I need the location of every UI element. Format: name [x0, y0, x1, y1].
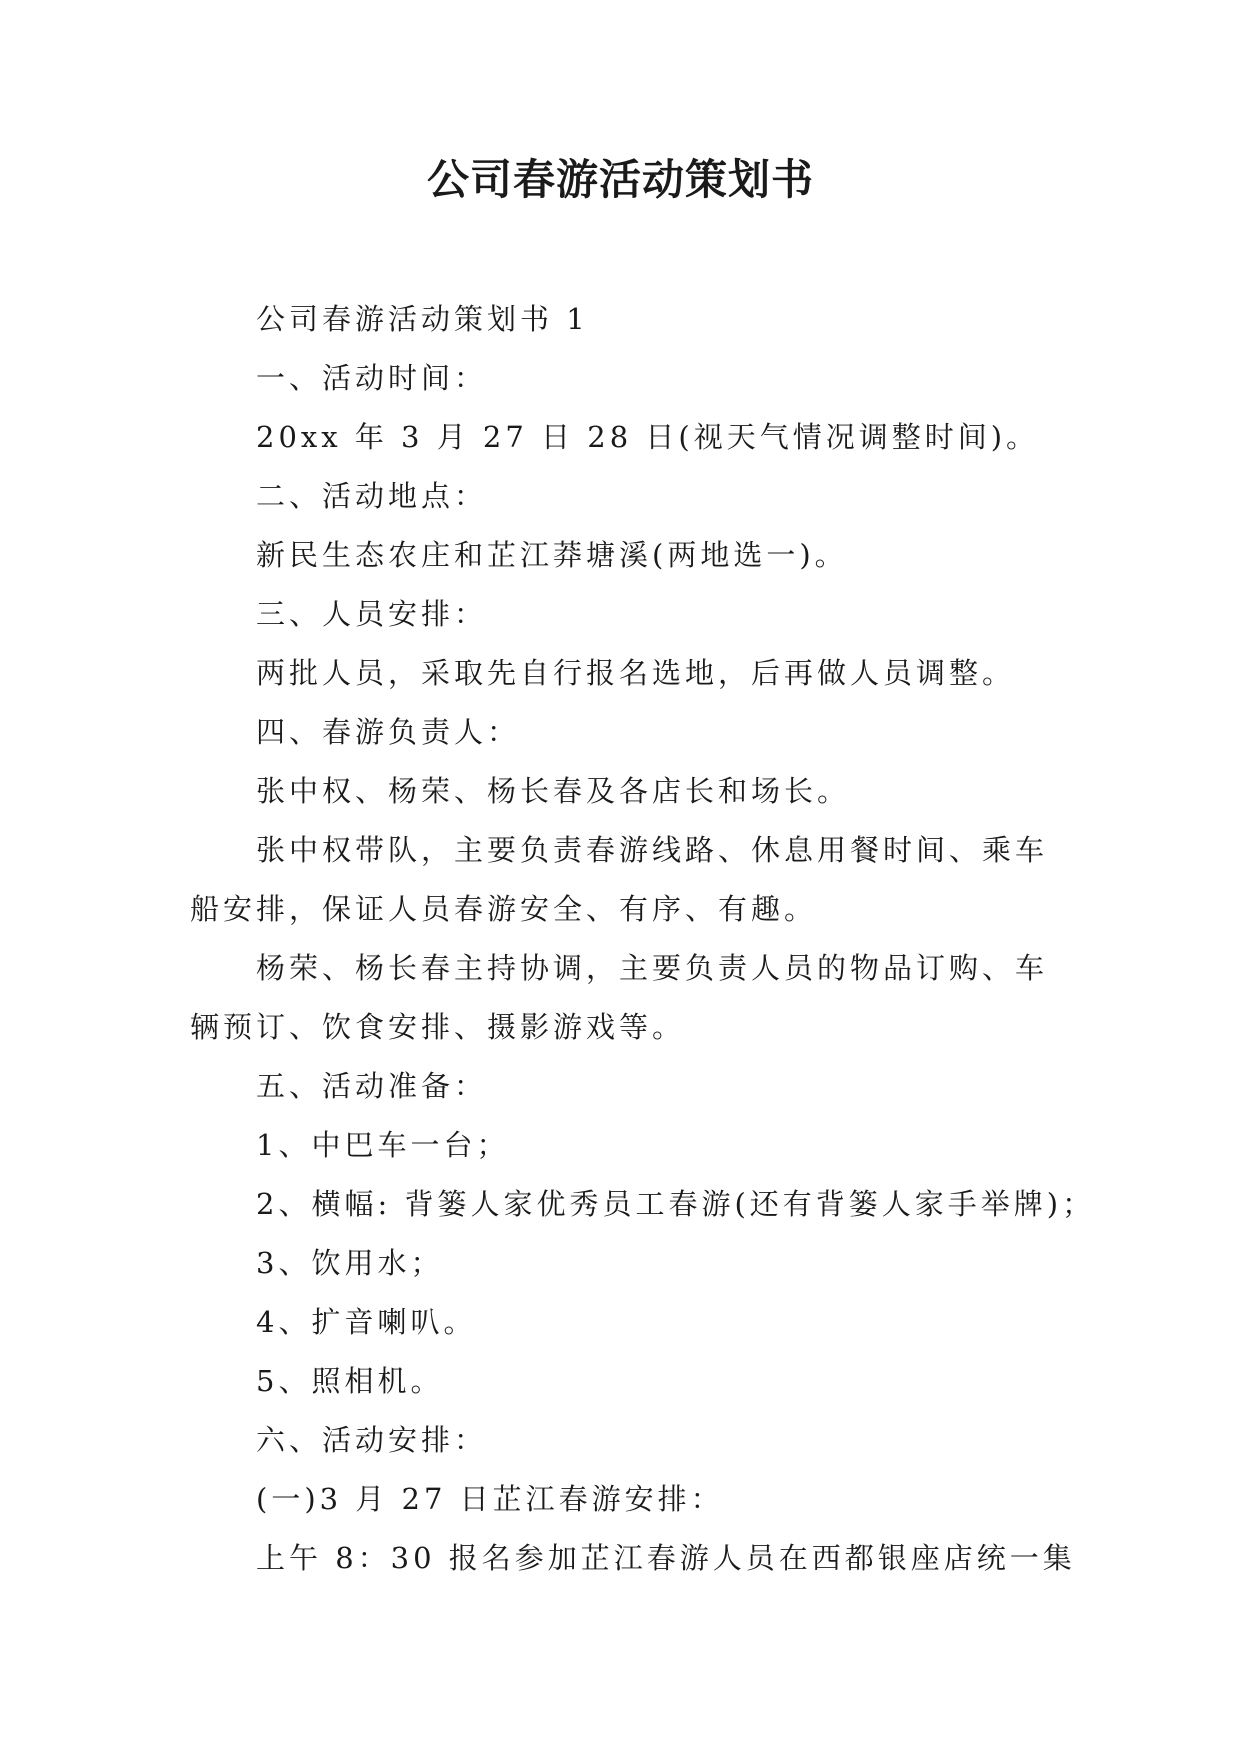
- document-body: [190, 290, 1096, 1588]
- paragraph-person-in-charge: 张中权、杨荣、杨长春及各店长和场长。: [256, 774, 851, 808]
- paragraph-staff-arrangement: 两批人员，采取先自行报名选地，后再做人员调整。: [256, 656, 1016, 690]
- heading-activity-location: 二、活动地点：: [256, 479, 488, 513]
- paragraph-coordinator-duties: 杨荣、杨长春主持协调，主要负责人员的物品订购、车辆预订、饮食安排、摄影游戏等。: [190, 951, 1049, 1044]
- heading-person-in-charge: 四、春游负责人：: [256, 715, 521, 749]
- heading-preparation: 五、活动准备：: [256, 1069, 488, 1103]
- subheading-schedule-day1: (一)3 月 27 日芷江春游安排：: [256, 1482, 724, 1516]
- list-item-water: 3、饮用水；: [256, 1246, 444, 1280]
- list-item-banner: 2、横幅: 背篓人家优秀员工春游(还有背篓人家手举牌)；: [256, 1187, 1096, 1221]
- heading-activity-time: 一、活动时间：: [256, 361, 488, 395]
- paragraph-leader-duties: 张中权带队，主要负责春游线路、休息用餐时间、乘车船安排，保证人员春游安全、有序、有趣。: [190, 833, 1049, 926]
- paragraph-schedule-morning: 上午 8：30 报名参加芷江春游人员在西都银座店统一集: [256, 1541, 1076, 1575]
- document-title: 公司春游活动策划书: [426, 155, 814, 204]
- list-item-speaker: 4、扩音喇叭。: [256, 1305, 477, 1339]
- paragraph-activity-time: 20xx 年 3 月 27 日 28 日(视天气情况调整时间)。: [256, 420, 1040, 454]
- paragraph-activity-location: 新民生态农庄和芷江莽塘溪(两地选一)。: [256, 538, 848, 572]
- list-item-bus: 1、中巴车一台；: [256, 1128, 510, 1162]
- heading-schedule: 六、活动安排：: [256, 1423, 488, 1457]
- heading-staff-arrangement: 三、人员安排：: [256, 597, 488, 631]
- paragraph-subtitle: 公司春游活动策划书 1: [256, 302, 589, 336]
- list-item-camera: 5、照相机。: [256, 1364, 444, 1398]
